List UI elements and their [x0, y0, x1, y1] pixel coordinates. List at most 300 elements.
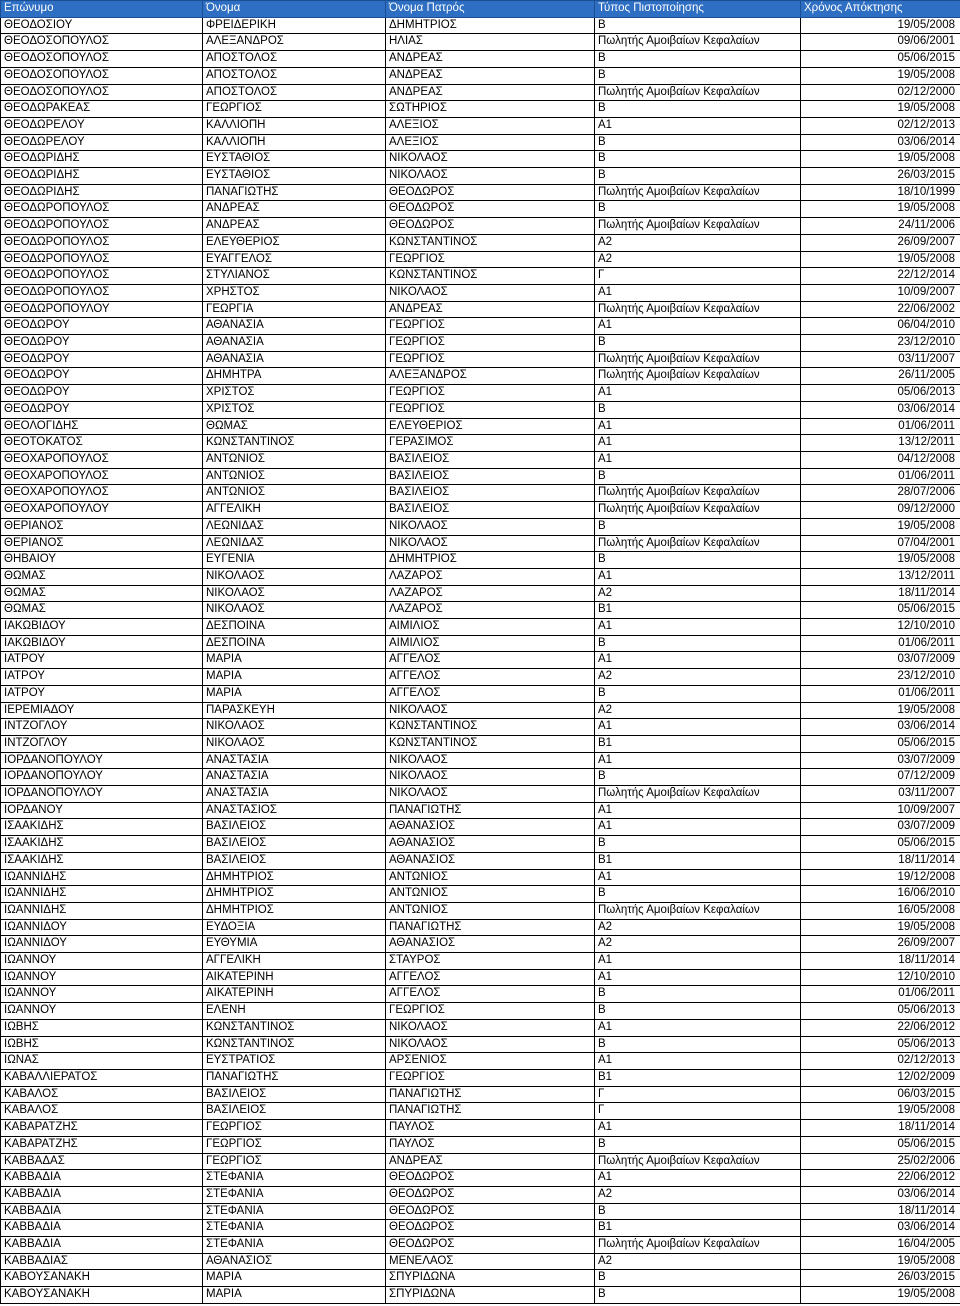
cell-first-name: ΑΘΑΝΑΣΙΟΣ	[203, 1253, 386, 1270]
cell-acquisition-date: 03/06/2014	[801, 1220, 960, 1237]
cell-father-name: ΝΙΚΟΛΑΟΣ	[386, 752, 595, 769]
cell-father-name: ΓΕΩΡΓΙΟΣ	[386, 1003, 595, 1020]
cell-certification-type: Β	[595, 335, 801, 352]
cell-first-name: ΠΑΝΑΓΙΩΤΗΣ	[203, 1070, 386, 1087]
cell-surname: ΚΑΒΒΑΔΑΣ	[1, 1153, 203, 1170]
cell-father-name: ΔΗΜΗΤΡΙΟΣ	[386, 17, 595, 34]
cell-first-name: ΘΩΜΑΣ	[203, 418, 386, 435]
cell-surname: ΙΣΑΑΚΙΔΗΣ	[1, 836, 203, 853]
cell-surname: ΘΕΟΔΩΡΑΚΕΑΣ	[1, 101, 203, 118]
cell-acquisition-date: 26/03/2015	[801, 1270, 960, 1287]
cell-acquisition-date: 04/12/2008	[801, 451, 960, 468]
table-row	[1, 1170, 960, 1187]
cell-father-name: ΚΩΝΣΤΑΝΤΙΝΟΣ	[386, 735, 595, 752]
cell-surname: ΘΕΟΧΑΡΟΠΟΥΛΟΥ	[1, 502, 203, 519]
table-row	[1, 401, 960, 418]
cell-first-name: ΑΝΤΩΝΙΟΣ	[203, 468, 386, 485]
cell-acquisition-date: 16/05/2008	[801, 902, 960, 919]
cell-first-name: ΔΗΜΗΤΡΑ	[203, 368, 386, 385]
cell-father-name: ΠΑΥΛΟΣ	[386, 1136, 595, 1153]
cell-surname: ΘΕΟΤΟΚΑΤΟΣ	[1, 435, 203, 452]
cell-surname: ΘΕΟΔΩΡΟΥ	[1, 368, 203, 385]
cell-certification-type: Πωλητής Αμοιβαίων Κεφαλαίων	[595, 84, 801, 101]
cell-first-name: ΠΑΝΑΓΙΩΤΗΣ	[203, 184, 386, 201]
cell-first-name: ΑΝΑΣΤΑΣΙΑ	[203, 752, 386, 769]
cell-first-name: ΕΥΑΓΓΕΛΟΣ	[203, 251, 386, 268]
cell-father-name: ΣΠΥΡΙΔΩΝΑ	[386, 1270, 595, 1287]
cell-certification-type: Β	[595, 518, 801, 535]
cell-father-name: ΓΕΩΡΓΙΟΣ	[386, 351, 595, 368]
cell-surname: ΚΑΒΟΥΣΑΝΑΚΗ	[1, 1270, 203, 1287]
cell-surname: ΘΕΟΔΟΣΟΠΟΥΛΟΣ	[1, 51, 203, 68]
cell-father-name: ΓΕΩΡΓΙΟΣ	[386, 335, 595, 352]
table-row	[1, 1003, 960, 1020]
cell-certification-type: Α1	[595, 385, 801, 402]
header-acquisition-date: Χρόνος Απόκτησης	[801, 1, 960, 18]
cell-acquisition-date: 18/11/2014	[801, 1120, 960, 1137]
cell-father-name: ΣΩΤΗΡΙΟΣ	[386, 101, 595, 118]
cell-surname: ΙΟΡΔΑΝΟΥ	[1, 802, 203, 819]
table-row	[1, 1270, 960, 1287]
cell-father-name: ΒΑΣΙΛΕΙΟΣ	[386, 485, 595, 502]
table-row	[1, 151, 960, 168]
cell-surname: ΚΑΒΒΑΔΙΑ	[1, 1237, 203, 1254]
cell-first-name: ΒΑΣΙΛΕΙΟΣ	[203, 1086, 386, 1103]
cell-certification-type: Α1	[595, 117, 801, 134]
table-row	[1, 84, 960, 101]
cell-acquisition-date: 25/02/2006	[801, 1153, 960, 1170]
cell-father-name: ΑΓΓΕΛΟΣ	[386, 669, 595, 686]
cell-certification-type: Α1	[595, 819, 801, 836]
cell-first-name: ΣΤΕΦΑΝΙΑ	[203, 1170, 386, 1187]
cell-first-name: ΚΩΝΣΤΑΝΤΙΝΟΣ	[203, 1019, 386, 1036]
cell-certification-type: Β	[595, 635, 801, 652]
cell-surname: ΚΑΒΑΛΟΣ	[1, 1103, 203, 1120]
cell-first-name: ΑΝΤΩΝΙΟΣ	[203, 485, 386, 502]
cell-first-name: ΔΗΜΗΤΡΙΟΣ	[203, 886, 386, 903]
cell-surname: ΙΑΤΡΟΥ	[1, 652, 203, 669]
cell-father-name: ΘΕΟΔΩΡΟΣ	[386, 1237, 595, 1254]
cell-father-name: ΝΙΚΟΛΑΟΣ	[386, 1036, 595, 1053]
cell-father-name: ΑΛΕΞΙΟΣ	[386, 134, 595, 151]
table-row	[1, 518, 960, 535]
cell-acquisition-date: 03/07/2009	[801, 819, 960, 836]
cell-surname: ΘΕΡΙΑΝΟΣ	[1, 518, 203, 535]
cell-surname: ΘΕΟΔΩΡΙΔΗΣ	[1, 184, 203, 201]
cell-first-name: ΝΙΚΟΛΑΟΣ	[203, 585, 386, 602]
cell-surname: ΘΕΟΔΩΡΟΠΟΥΛΟΣ	[1, 268, 203, 285]
cell-surname: ΘΕΟΔΟΣΟΠΟΥΛΟΣ	[1, 34, 203, 51]
cell-certification-type: Α1	[595, 418, 801, 435]
cell-surname: ΘΕΟΔΩΡΟΠΟΥΛΟΣ	[1, 284, 203, 301]
cell-certification-type: Β	[595, 51, 801, 68]
cell-father-name: ΑΓΓΕΛΟΣ	[386, 652, 595, 669]
table-row	[1, 451, 960, 468]
cell-acquisition-date: 10/09/2007	[801, 284, 960, 301]
cell-acquisition-date: 19/05/2008	[801, 1287, 960, 1304]
cell-first-name: ΜΑΡΙΑ	[203, 652, 386, 669]
cell-surname: ΙΣΑΑΚΙΔΗΣ	[1, 852, 203, 869]
cell-certification-type: Πωλητής Αμοιβαίων Κεφαλαίων	[595, 218, 801, 235]
cell-certification-type: Α1	[595, 752, 801, 769]
cell-acquisition-date: 05/06/2015	[801, 735, 960, 752]
cell-acquisition-date: 02/12/2013	[801, 117, 960, 134]
cell-acquisition-date: 01/06/2011	[801, 468, 960, 485]
cell-certification-type: Α2	[595, 1186, 801, 1203]
cell-father-name: ΑΓΓΕΛΟΣ	[386, 685, 595, 702]
cell-certification-type: Πωλητής Αμοιβαίων Κεφαλαίων	[595, 535, 801, 552]
table-row	[1, 218, 960, 235]
cell-surname: ΙΩΑΝΝΟΥ	[1, 953, 203, 970]
table-row	[1, 752, 960, 769]
cell-certification-type: Β1	[595, 852, 801, 869]
cell-certification-type: Πωλητής Αμοιβαίων Κεφαλαίων	[595, 1237, 801, 1254]
cell-acquisition-date: 09/12/2000	[801, 502, 960, 519]
cell-acquisition-date: 06/03/2015	[801, 1086, 960, 1103]
cell-surname: ΙΕΡΕΜΙΑΔΟΥ	[1, 702, 203, 719]
table-row	[1, 268, 960, 285]
cell-father-name: ΚΩΝΣΤΑΝΤΙΝΟΣ	[386, 719, 595, 736]
cell-certification-type: Β	[595, 1270, 801, 1287]
cell-father-name: ΘΕΟΔΩΡΟΣ	[386, 218, 595, 235]
cell-first-name: ΜΑΡΙΑ	[203, 1287, 386, 1304]
table-row	[1, 117, 960, 134]
cell-father-name: ΛΑΖΑΡΟΣ	[386, 568, 595, 585]
cell-first-name: ΑΠΟΣΤΟΛΟΣ	[203, 67, 386, 84]
cell-acquisition-date: 03/07/2009	[801, 752, 960, 769]
cell-acquisition-date: 03/06/2014	[801, 1186, 960, 1203]
cell-first-name: ΑΝΑΣΤΑΣΙΑ	[203, 769, 386, 786]
cell-surname: ΘΕΟΧΑΡΟΠΟΥΛΟΣ	[1, 468, 203, 485]
cell-acquisition-date: 01/06/2011	[801, 685, 960, 702]
cell-acquisition-date: 26/09/2007	[801, 936, 960, 953]
cell-certification-type: Α1	[595, 1170, 801, 1187]
table-row	[1, 468, 960, 485]
cell-surname: ΙΩΑΝΝΙΔΗΣ	[1, 886, 203, 903]
cell-first-name: ΕΥΣΤΡΑΤΙΟΣ	[203, 1053, 386, 1070]
cell-surname: ΙΩΝΑΣ	[1, 1053, 203, 1070]
table-row	[1, 1203, 960, 1220]
cell-certification-type: Γ	[595, 1103, 801, 1120]
cell-acquisition-date: 16/06/2010	[801, 886, 960, 903]
table-row	[1, 669, 960, 686]
cell-acquisition-date: 03/06/2014	[801, 401, 960, 418]
cell-first-name: ΓΕΩΡΓΙΟΣ	[203, 1136, 386, 1153]
cell-certification-type: Α1	[595, 568, 801, 585]
cell-surname: ΚΑΒΒΑΔΙΑΣ	[1, 1253, 203, 1270]
cell-first-name: ΑΠΟΣΤΟΛΟΣ	[203, 51, 386, 68]
cell-first-name: ΕΥΣΤΑΘΙΟΣ	[203, 168, 386, 185]
cell-father-name: ΘΕΟΔΩΡΟΣ	[386, 184, 595, 201]
cell-father-name: ΑΘΑΝΑΣΙΟΣ	[386, 836, 595, 853]
cell-acquisition-date: 26/11/2005	[801, 368, 960, 385]
cell-father-name: ΑΘΑΝΑΣΙΟΣ	[386, 852, 595, 869]
cell-acquisition-date: 18/10/1999	[801, 184, 960, 201]
table-row	[1, 568, 960, 585]
cell-acquisition-date: 18/11/2014	[801, 585, 960, 602]
table-row	[1, 602, 960, 619]
cell-first-name: ΚΩΝΣΤΑΝΤΙΝΟΣ	[203, 1036, 386, 1053]
cell-surname: ΘΩΜΑΣ	[1, 602, 203, 619]
cell-father-name: ΑΘΑΝΑΣΙΟΣ	[386, 819, 595, 836]
cell-acquisition-date: 19/05/2008	[801, 702, 960, 719]
cell-acquisition-date: 19/05/2008	[801, 919, 960, 936]
cell-surname: ΙΟΡΔΑΝΟΠΟΥΛΟΥ	[1, 769, 203, 786]
cell-surname: ΘΕΟΧΑΡΟΠΟΥΛΟΣ	[1, 485, 203, 502]
cell-certification-type: Πωλητής Αμοιβαίων Κεφαλαίων	[595, 301, 801, 318]
cell-certification-type: Β	[595, 836, 801, 853]
cell-first-name: ΧΡΗΣΤΟΣ	[203, 284, 386, 301]
table-row	[1, 51, 960, 68]
table-row	[1, 652, 960, 669]
cell-first-name: ΜΑΡΙΑ	[203, 685, 386, 702]
cell-acquisition-date: 03/06/2014	[801, 134, 960, 151]
cell-father-name: ΠΑΝΑΓΙΩΤΗΣ	[386, 1086, 595, 1103]
cell-surname: ΘΕΟΔΩΡΟΠΟΥΛΟΣ	[1, 251, 203, 268]
cell-certification-type: Πωλητής Αμοιβαίων Κεφαλαίων	[595, 902, 801, 919]
cell-father-name: ΛΑΖΑΡΟΣ	[386, 585, 595, 602]
cell-acquisition-date: 19/05/2008	[801, 67, 960, 84]
cell-father-name: ΝΙΚΟΛΑΟΣ	[386, 786, 595, 803]
table-row	[1, 184, 960, 201]
cell-certification-type: Β	[595, 468, 801, 485]
cell-first-name: ΔΕΣΠΟΙΝΑ	[203, 619, 386, 636]
cell-surname: ΙΩΑΝΝΟΥ	[1, 1003, 203, 1020]
cell-certification-type: Α1	[595, 318, 801, 335]
cell-surname: ΙΝΤΖΟΓΛΟΥ	[1, 719, 203, 736]
cell-father-name: ΠΑΥΛΟΣ	[386, 1120, 595, 1137]
cell-acquisition-date: 19/05/2008	[801, 1253, 960, 1270]
cell-certification-type: Α2	[595, 251, 801, 268]
cell-acquisition-date: 09/06/2001	[801, 34, 960, 51]
cell-first-name: ΑΘΑΝΑΣΙΑ	[203, 318, 386, 335]
cell-acquisition-date: 19/05/2008	[801, 1103, 960, 1120]
cell-first-name: ΑΘΑΝΑΣΙΑ	[203, 351, 386, 368]
cell-acquisition-date: 03/07/2009	[801, 652, 960, 669]
cell-acquisition-date: 18/11/2014	[801, 953, 960, 970]
cell-surname: ΘΩΜΑΣ	[1, 585, 203, 602]
cell-acquisition-date: 26/09/2007	[801, 234, 960, 251]
table-row	[1, 1053, 960, 1070]
cell-father-name: ΑΝΤΩΝΙΟΣ	[386, 869, 595, 886]
cell-first-name: ΕΛΕΝΗ	[203, 1003, 386, 1020]
cell-father-name: ΑΓΓΕΛΟΣ	[386, 969, 595, 986]
table-row	[1, 502, 960, 519]
table-row	[1, 869, 960, 886]
table-row	[1, 919, 960, 936]
cell-surname: ΘΕΟΔΩΡΟΥ	[1, 401, 203, 418]
cell-certification-type: Β1	[595, 1220, 801, 1237]
cell-acquisition-date: 18/11/2014	[801, 1203, 960, 1220]
cell-first-name: ΠΑΡΑΣΚΕΥΗ	[203, 702, 386, 719]
cell-surname: ΘΩΜΑΣ	[1, 568, 203, 585]
cell-first-name: ΑΓΓΕΛΙΚΗ	[203, 502, 386, 519]
cell-father-name: ΔΗΜΗΤΡΙΟΣ	[386, 552, 595, 569]
cell-father-name: ΜΕΝΕΛΑΟΣ	[386, 1253, 595, 1270]
cell-surname: ΘΕΟΔΩΡΟΠΟΥΛΟΣ	[1, 201, 203, 218]
cell-certification-type: Γ	[595, 1086, 801, 1103]
cell-certification-type: Β	[595, 685, 801, 702]
cell-certification-type: Α1	[595, 652, 801, 669]
cell-surname: ΙΩΑΝΝΙΔΗΣ	[1, 869, 203, 886]
cell-father-name: ΝΙΚΟΛΑΟΣ	[386, 769, 595, 786]
cell-father-name: ΓΕΩΡΓΙΟΣ	[386, 251, 595, 268]
table-row	[1, 685, 960, 702]
table-row	[1, 1136, 960, 1153]
cell-certification-type: Α1	[595, 435, 801, 452]
cell-acquisition-date: 05/06/2013	[801, 1036, 960, 1053]
cell-first-name: ΑΙΚΑΤΕΡΙΝΗ	[203, 986, 386, 1003]
cell-father-name: ΑΙΜΙΛΙΟΣ	[386, 619, 595, 636]
cell-surname: ΘΕΟΔΟΣΟΠΟΥΛΟΣ	[1, 67, 203, 84]
table-row	[1, 335, 960, 352]
cell-acquisition-date: 05/06/2013	[801, 1003, 960, 1020]
table-row	[1, 902, 960, 919]
cell-first-name: ΒΑΣΙΛΕΙΟΣ	[203, 1103, 386, 1120]
cell-surname: ΚΑΒΒΑΔΙΑ	[1, 1186, 203, 1203]
cell-surname: ΙΩΑΝΝΟΥ	[1, 986, 203, 1003]
table-row	[1, 1287, 960, 1304]
cell-acquisition-date: 13/12/2011	[801, 568, 960, 585]
header-row	[1, 1, 960, 18]
cell-acquisition-date: 19/05/2008	[801, 151, 960, 168]
cell-certification-type: Β	[595, 1203, 801, 1220]
table-body	[1, 17, 960, 1303]
cell-certification-type: Β	[595, 1287, 801, 1304]
cell-certification-type: Β	[595, 201, 801, 218]
table-row	[1, 969, 960, 986]
table-row	[1, 1120, 960, 1137]
cell-certification-type: Α2	[595, 234, 801, 251]
cell-surname: ΙΩΑΝΝΙΔΗΣ	[1, 902, 203, 919]
cell-father-name: ΑΓΓΕΛΟΣ	[386, 986, 595, 1003]
cell-acquisition-date: 22/12/2014	[801, 268, 960, 285]
cell-father-name: ΝΙΚΟΛΑΟΣ	[386, 1019, 595, 1036]
cell-first-name: ΜΑΡΙΑ	[203, 1270, 386, 1287]
table-row	[1, 635, 960, 652]
cell-acquisition-date: 26/03/2015	[801, 168, 960, 185]
table-row	[1, 786, 960, 803]
cell-first-name: ΣΤΥΛΙΑΝΟΣ	[203, 268, 386, 285]
cell-first-name: ΒΑΣΙΛΕΙΟΣ	[203, 852, 386, 869]
table-row	[1, 1220, 960, 1237]
header-surname: Επώνυμο	[1, 1, 203, 18]
cell-father-name: ΛΑΖΑΡΟΣ	[386, 602, 595, 619]
cell-certification-type: Α2	[595, 585, 801, 602]
cell-acquisition-date: 02/12/2013	[801, 1053, 960, 1070]
cell-certification-type: Πωλητής Αμοιβαίων Κεφαλαίων	[595, 184, 801, 201]
cell-certification-type: Γ	[595, 268, 801, 285]
cell-surname: ΘΕΟΔΟΣΟΠΟΥΛΟΣ	[1, 84, 203, 101]
table-row	[1, 251, 960, 268]
cell-first-name: ΕΥΣΤΑΘΙΟΣ	[203, 151, 386, 168]
cell-surname: ΘΕΟΔΩΡΟΥ	[1, 385, 203, 402]
cell-acquisition-date: 19/05/2008	[801, 518, 960, 535]
table-row	[1, 418, 960, 435]
table-row	[1, 886, 960, 903]
cell-acquisition-date: 19/12/2008	[801, 869, 960, 886]
cell-certification-type: Β	[595, 769, 801, 786]
cell-acquisition-date: 05/06/2015	[801, 836, 960, 853]
cell-certification-type: Α2	[595, 669, 801, 686]
table-row	[1, 284, 960, 301]
table-header	[1, 1, 960, 18]
cell-acquisition-date: 07/12/2009	[801, 769, 960, 786]
cell-acquisition-date: 18/11/2014	[801, 852, 960, 869]
cell-father-name: ΑΝΔΡΕΑΣ	[386, 84, 595, 101]
header-first-name: Όνομα	[203, 1, 386, 18]
cell-surname: ΘΕΟΔΩΡΟΥ	[1, 335, 203, 352]
cell-surname: ΚΑΒΟΥΣΑΝΑΚΗ	[1, 1287, 203, 1304]
cell-certification-type: Πωλητής Αμοιβαίων Κεφαλαίων	[595, 351, 801, 368]
cell-father-name: ΑΝΔΡΕΑΣ	[386, 51, 595, 68]
cell-father-name: ΓΕΩΡΓΙΟΣ	[386, 318, 595, 335]
cell-certification-type: Β1	[595, 735, 801, 752]
cell-first-name: ΝΙΚΟΛΑΟΣ	[203, 568, 386, 585]
cell-certification-type: Πωλητής Αμοιβαίων Κεφαλαίων	[595, 786, 801, 803]
table-row	[1, 619, 960, 636]
cell-certification-type: Β	[595, 1003, 801, 1020]
cell-surname: ΙΩΒΗΣ	[1, 1036, 203, 1053]
cell-certification-type: Β	[595, 886, 801, 903]
table-row	[1, 134, 960, 151]
cell-surname: ΙΣΑΑΚΙΔΗΣ	[1, 819, 203, 836]
cell-acquisition-date: 03/06/2014	[801, 719, 960, 736]
cell-acquisition-date: 12/10/2010	[801, 969, 960, 986]
cell-father-name: ΘΕΟΔΩΡΟΣ	[386, 201, 595, 218]
cell-acquisition-date: 24/11/2006	[801, 218, 960, 235]
table-row	[1, 702, 960, 719]
cell-surname: ΙΟΡΔΑΝΟΠΟΥΛΟΥ	[1, 752, 203, 769]
table-row	[1, 301, 960, 318]
cell-father-name: ΒΑΣΙΛΕΙΟΣ	[386, 502, 595, 519]
cell-first-name: ΑΘΑΝΑΣΙΑ	[203, 335, 386, 352]
table-row	[1, 769, 960, 786]
cell-certification-type: Α1	[595, 1019, 801, 1036]
cell-father-name: ΚΩΝΣΤΑΝΤΙΝΟΣ	[386, 234, 595, 251]
cell-surname: ΙΩΑΝΝΙΔΟΥ	[1, 919, 203, 936]
cell-first-name: ΧΡΙΣΤΟΣ	[203, 385, 386, 402]
table-row	[1, 735, 960, 752]
cell-father-name: ΗΛΙΑΣ	[386, 34, 595, 51]
cell-acquisition-date: 28/07/2006	[801, 485, 960, 502]
cell-certification-type: Β	[595, 168, 801, 185]
table-row	[1, 1019, 960, 1036]
cell-certification-type: Β	[595, 552, 801, 569]
cell-surname: ΚΑΒΒΑΔΙΑ	[1, 1170, 203, 1187]
cell-certification-type: Α1	[595, 953, 801, 970]
cell-father-name: ΑΛΕΞΑΝΔΡΟΣ	[386, 368, 595, 385]
cell-acquisition-date: 19/05/2008	[801, 101, 960, 118]
cell-father-name: ΑΝΔΡΕΑΣ	[386, 67, 595, 84]
cell-father-name: ΑΙΜΙΛΙΟΣ	[386, 635, 595, 652]
cell-father-name: ΘΕΟΔΩΡΟΣ	[386, 1203, 595, 1220]
cell-first-name: ΛΕΩΝΙΔΑΣ	[203, 535, 386, 552]
cell-surname: ΙΩΑΝΝΟΥ	[1, 969, 203, 986]
cell-surname: ΚΑΒΒΑΔΙΑ	[1, 1203, 203, 1220]
cell-certification-type: Β1	[595, 602, 801, 619]
cell-surname: ΙΑΤΡΟΥ	[1, 669, 203, 686]
cell-first-name: ΓΕΩΡΓΙΟΣ	[203, 1153, 386, 1170]
cell-father-name: ΘΕΟΔΩΡΟΣ	[386, 1220, 595, 1237]
cell-first-name: ΑΙΚΑΤΕΡΙΝΗ	[203, 969, 386, 986]
table-row	[1, 535, 960, 552]
table-row	[1, 101, 960, 118]
cell-first-name: ΣΤΕΦΑΝΙΑ	[203, 1186, 386, 1203]
cell-acquisition-date: 05/06/2015	[801, 51, 960, 68]
cell-father-name: ΝΙΚΟΛΑΟΣ	[386, 702, 595, 719]
cell-father-name: ΝΙΚΟΛΑΟΣ	[386, 151, 595, 168]
